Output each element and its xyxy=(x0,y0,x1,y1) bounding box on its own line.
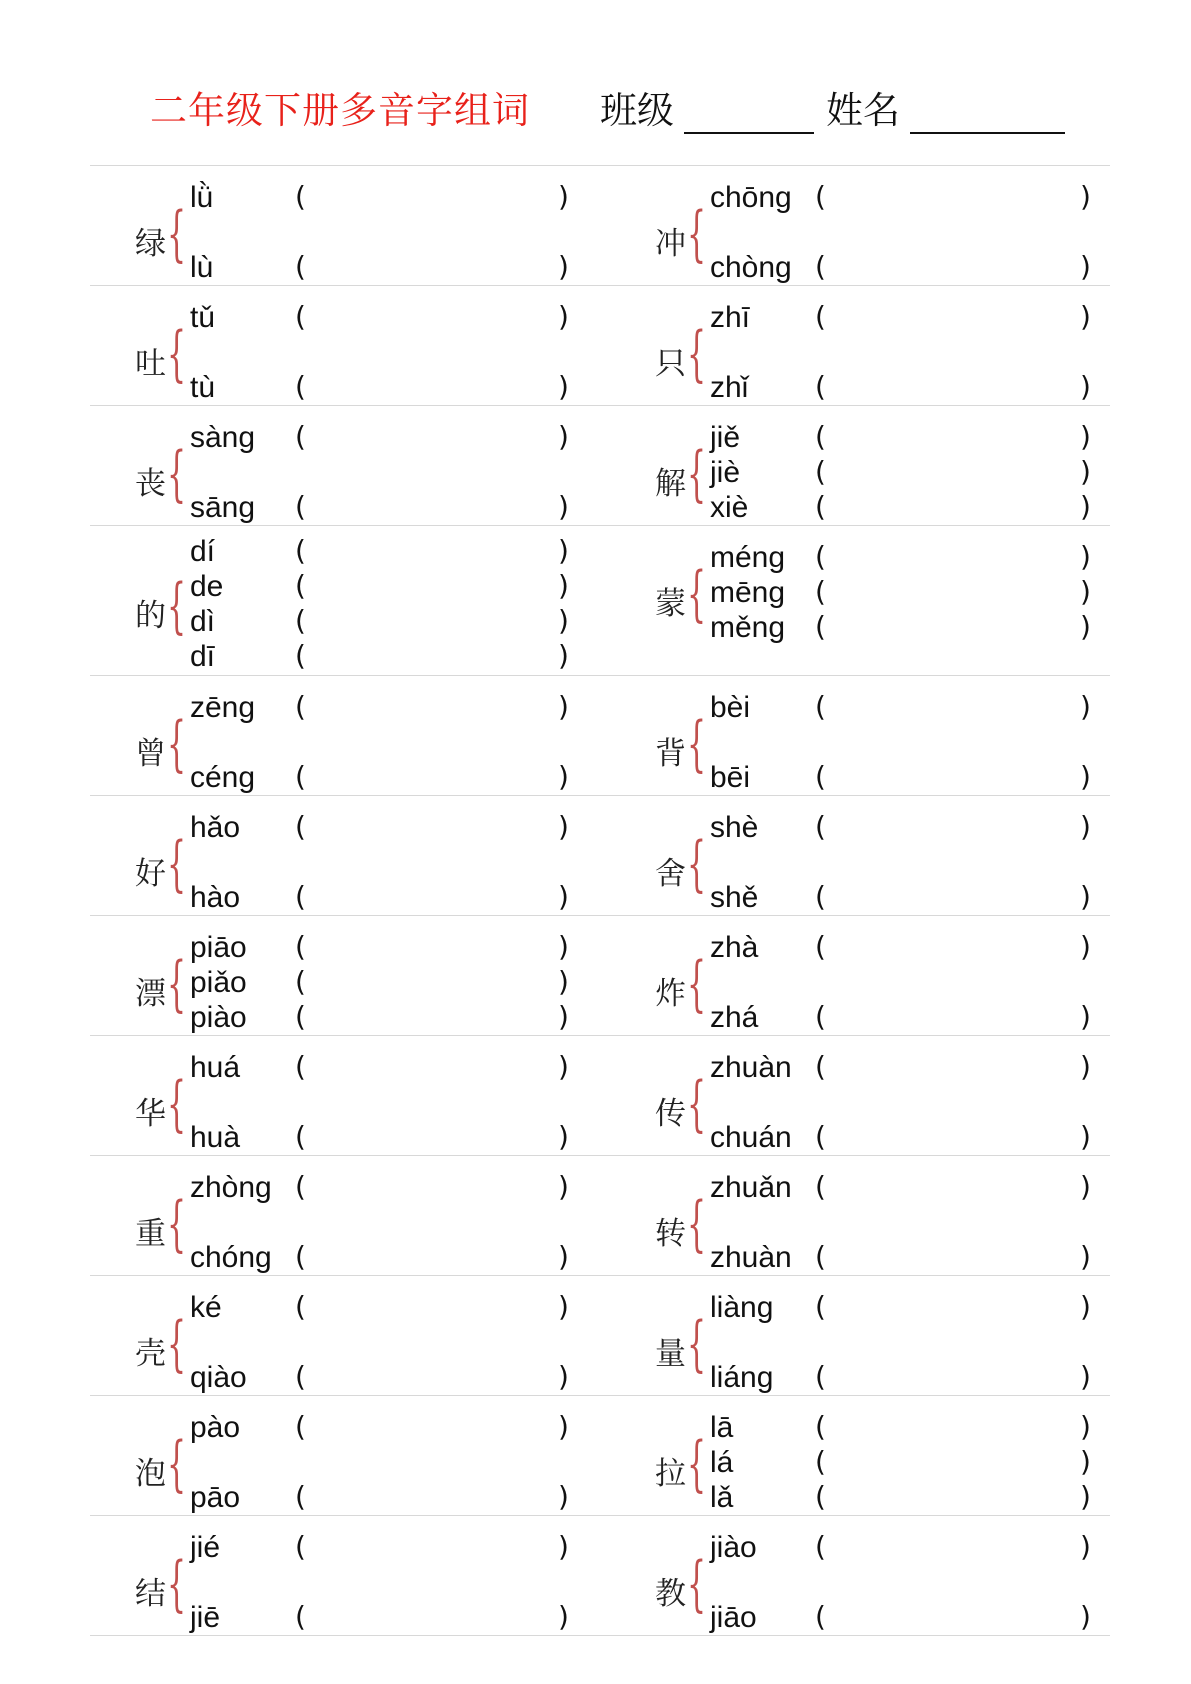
answer-open-paren[interactable]: ( xyxy=(295,300,306,333)
hanzi-character: 壳 xyxy=(135,1336,166,1372)
answer-open-paren[interactable]: ( xyxy=(815,760,826,793)
answer-close-paren: ) xyxy=(1080,250,1091,283)
answer-open-paren[interactable]: ( xyxy=(815,610,826,643)
hanzi-character: 重 xyxy=(135,1216,166,1252)
pinyin-reading: zhī xyxy=(710,301,751,334)
answer-close-paren: ) xyxy=(558,880,569,913)
answer-open-paren[interactable]: ( xyxy=(815,1600,826,1633)
answer-open-paren[interactable]: ( xyxy=(295,1360,306,1393)
answer-open-paren[interactable]: ( xyxy=(815,880,826,913)
hanzi-character: 丧 xyxy=(135,466,166,502)
answer-close-paren: ) xyxy=(558,1480,569,1513)
pinyin-reading: hǎo xyxy=(190,811,241,844)
answer-open-paren[interactable]: ( xyxy=(295,690,306,723)
answer-open-paren[interactable]: ( xyxy=(295,1480,306,1513)
hanzi-character: 传 xyxy=(655,1096,686,1132)
answer-open-paren[interactable]: ( xyxy=(295,250,306,283)
answer-close-paren: ) xyxy=(558,810,569,843)
answer-close-paren: ) xyxy=(1080,1120,1091,1153)
answer-open-paren[interactable]: ( xyxy=(815,540,826,573)
row-divider xyxy=(90,525,1110,526)
row-divider xyxy=(90,1635,1110,1636)
row-divider xyxy=(90,1395,1110,1396)
pinyin-reading: méng xyxy=(710,541,786,574)
hanzi-character: 泡 xyxy=(135,1456,166,1492)
curly-brace-icon: { xyxy=(167,570,187,641)
answer-open-paren[interactable]: ( xyxy=(295,810,306,843)
answer-close-paren: ) xyxy=(1080,1445,1091,1478)
pinyin-reading: chōng xyxy=(710,181,792,214)
hanzi-character: 转 xyxy=(655,1216,686,1252)
answer-close-paren: ) xyxy=(558,1170,569,1203)
answer-open-paren[interactable]: ( xyxy=(295,1120,306,1153)
pinyin-reading: huá xyxy=(190,1051,241,1084)
pinyin-reading: lǜ xyxy=(190,181,214,214)
curly-brace-icon: { xyxy=(167,829,187,899)
answer-close-paren: ) xyxy=(1080,810,1091,843)
answer-open-paren[interactable]: ( xyxy=(815,1445,826,1478)
pinyin-reading: huà xyxy=(190,1121,241,1154)
curly-brace-icon: { xyxy=(167,1429,187,1499)
answer-open-paren[interactable]: ( xyxy=(815,1120,826,1153)
row-divider xyxy=(90,285,1110,286)
hanzi-character: 华 xyxy=(135,1096,166,1132)
answer-close-paren: ) xyxy=(1080,490,1091,523)
pinyin-reading: lǎ xyxy=(710,1481,734,1514)
answer-open-paren[interactable]: ( xyxy=(295,180,306,213)
pinyin-reading: zhuàn xyxy=(710,1051,792,1084)
answer-open-paren[interactable]: ( xyxy=(295,1290,306,1323)
row-divider xyxy=(90,675,1110,676)
answer-close-paren: ) xyxy=(558,1530,569,1563)
hanzi-character: 结 xyxy=(135,1576,166,1612)
pinyin-reading: tù xyxy=(190,371,216,404)
answer-open-paren[interactable]: ( xyxy=(295,420,306,453)
answer-open-paren[interactable]: ( xyxy=(295,534,306,567)
answer-close-paren: ) xyxy=(1080,690,1091,723)
answer-open-paren[interactable]: ( xyxy=(815,1480,826,1513)
answer-open-paren[interactable]: ( xyxy=(815,180,826,213)
hanzi-character: 教 xyxy=(655,1576,686,1612)
curly-brace-icon: { xyxy=(687,1189,707,1259)
pinyin-reading: měng xyxy=(710,611,786,644)
answer-close-paren: ) xyxy=(558,930,569,963)
pinyin-reading: pào xyxy=(190,1411,241,1444)
answer-open-paren[interactable]: ( xyxy=(815,810,826,843)
curly-brace-icon: { xyxy=(687,829,707,899)
answer-open-paren[interactable]: ( xyxy=(815,455,826,488)
answer-close-paren: ) xyxy=(558,490,569,523)
pinyin-reading: céng xyxy=(190,761,256,794)
pinyin-reading: jiào xyxy=(710,1531,757,1564)
answer-close-paren: ) xyxy=(1080,1600,1091,1633)
curly-brace-icon: { xyxy=(167,1549,187,1619)
answer-close-paren: ) xyxy=(1080,370,1091,403)
curly-brace-icon: { xyxy=(167,439,187,509)
answer-close-paren: ) xyxy=(1080,540,1091,573)
pinyin-reading: lá xyxy=(710,1446,734,1479)
pinyin-reading: jiāo xyxy=(710,1601,757,1634)
pinyin-reading: tǔ xyxy=(190,301,216,334)
curly-brace-icon: { xyxy=(687,199,707,269)
answer-open-paren[interactable]: ( xyxy=(295,1410,306,1443)
answer-close-paren: ) xyxy=(558,569,569,602)
pinyin-reading: piāo xyxy=(190,931,247,964)
pinyin-reading: piǎo xyxy=(190,966,247,999)
answer-close-paren: ) xyxy=(1080,1240,1091,1273)
curly-brace-icon: { xyxy=(687,949,707,1019)
curly-brace-icon: { xyxy=(687,1309,707,1379)
curly-brace-icon: { xyxy=(167,1189,187,1259)
answer-close-paren: ) xyxy=(558,1120,569,1153)
hanzi-character: 吐 xyxy=(135,346,166,382)
name-field xyxy=(826,80,1065,134)
answer-close-paren: ) xyxy=(558,250,569,283)
answer-close-paren: ) xyxy=(1080,300,1091,333)
answer-open-paren[interactable]: ( xyxy=(815,575,826,608)
answer-close-paren: ) xyxy=(558,690,569,723)
answer-close-paren: ) xyxy=(1080,575,1091,608)
curly-brace-icon: { xyxy=(687,439,707,509)
answer-close-paren: ) xyxy=(558,180,569,213)
answer-open-paren[interactable]: ( xyxy=(815,370,826,403)
hanzi-character: 量 xyxy=(655,1336,686,1372)
curly-brace-icon: { xyxy=(167,199,187,269)
pinyin-reading: jiē xyxy=(190,1601,221,1634)
answer-close-paren: ) xyxy=(1080,420,1091,453)
hanzi-character: 好 xyxy=(135,856,166,892)
answer-open-paren[interactable]: ( xyxy=(815,690,826,723)
pinyin-reading: ké xyxy=(190,1291,222,1324)
row-divider xyxy=(90,405,1110,406)
answer-open-paren[interactable]: ( xyxy=(815,930,826,963)
worksheet-title: 二年级下册多音字组词 xyxy=(150,89,530,132)
hanzi-character: 解 xyxy=(655,466,686,502)
pinyin-reading: zhǐ xyxy=(710,371,749,404)
answer-close-paren: ) xyxy=(558,1600,569,1633)
hanzi-character: 曾 xyxy=(135,736,166,772)
answer-close-paren: ) xyxy=(558,1290,569,1323)
answer-close-paren: ) xyxy=(558,1050,569,1083)
curly-brace-icon: { xyxy=(687,559,707,629)
row-divider xyxy=(90,795,1110,796)
answer-close-paren: ) xyxy=(1080,930,1091,963)
answer-close-paren: ) xyxy=(558,1240,569,1273)
pinyin-reading: dì xyxy=(190,605,216,638)
answer-open-paren[interactable]: ( xyxy=(295,604,306,637)
curly-brace-icon: { xyxy=(687,319,707,389)
hanzi-character: 绿 xyxy=(135,226,166,262)
pinyin-reading: shě xyxy=(710,881,759,914)
answer-open-paren[interactable]: ( xyxy=(295,1240,306,1273)
answer-open-paren[interactable]: ( xyxy=(815,1290,826,1323)
answer-close-paren: ) xyxy=(558,534,569,567)
curly-brace-icon: { xyxy=(167,1309,187,1379)
curly-brace-icon: { xyxy=(167,319,187,389)
pinyin-reading: zhá xyxy=(710,1001,759,1034)
answer-close-paren: ) xyxy=(1080,1170,1091,1203)
answer-open-paren[interactable]: ( xyxy=(295,639,306,672)
curly-brace-icon: { xyxy=(167,949,187,1019)
hanzi-character: 背 xyxy=(655,736,686,772)
pinyin-reading: hào xyxy=(190,881,241,914)
row-divider xyxy=(90,1515,1110,1516)
pinyin-reading: shè xyxy=(710,811,759,844)
class-blank-line[interactable] xyxy=(684,98,814,134)
hanzi-character: 只 xyxy=(655,346,686,382)
answer-open-paren[interactable]: ( xyxy=(295,1000,306,1033)
name-blank-line[interactable] xyxy=(910,98,1065,134)
answer-close-paren: ) xyxy=(1080,1530,1091,1563)
pinyin-reading: dí xyxy=(190,535,216,568)
pinyin-reading: jié xyxy=(190,1531,221,1564)
class-field xyxy=(600,80,814,134)
answer-close-paren: ) xyxy=(558,604,569,637)
answer-close-paren: ) xyxy=(1080,1480,1091,1513)
pinyin-reading: sāng xyxy=(190,491,256,524)
answer-open-paren[interactable]: ( xyxy=(295,930,306,963)
pinyin-reading: zhà xyxy=(710,931,759,964)
answer-open-paren[interactable]: ( xyxy=(815,1000,826,1033)
answer-close-paren: ) xyxy=(558,1360,569,1393)
answer-open-paren[interactable]: ( xyxy=(815,1410,826,1443)
answer-close-paren: ) xyxy=(558,300,569,333)
answer-open-paren[interactable]: ( xyxy=(295,965,306,998)
row-divider xyxy=(90,1155,1110,1156)
hanzi-character: 炸 xyxy=(655,976,686,1012)
answer-close-paren: ) xyxy=(1080,1050,1091,1083)
class-label: 班级 xyxy=(600,89,674,132)
curly-brace-icon: { xyxy=(167,709,187,779)
pinyin-reading: qiào xyxy=(190,1361,247,1394)
answer-open-paren[interactable]: ( xyxy=(295,1170,306,1203)
answer-open-paren[interactable]: ( xyxy=(815,1170,826,1203)
hanzi-character: 冲 xyxy=(655,226,686,262)
curly-brace-icon: { xyxy=(687,709,707,779)
row-divider xyxy=(90,165,1110,166)
pinyin-reading: zēng xyxy=(190,691,256,724)
answer-open-paren[interactable]: ( xyxy=(815,1530,826,1563)
pinyin-reading: dī xyxy=(190,640,216,673)
pinyin-reading: zhòng xyxy=(190,1171,272,1204)
answer-close-paren: ) xyxy=(1080,1410,1091,1443)
curly-brace-icon: { xyxy=(167,1069,187,1139)
answer-open-paren[interactable]: ( xyxy=(295,760,306,793)
answer-open-paren[interactable]: ( xyxy=(295,370,306,403)
row-divider xyxy=(90,1275,1110,1276)
answer-close-paren: ) xyxy=(1080,1000,1091,1033)
pinyin-reading: liáng xyxy=(710,1361,774,1394)
hanzi-character: 拉 xyxy=(655,1456,686,1492)
pinyin-reading: jiè xyxy=(710,456,741,489)
pinyin-reading: piào xyxy=(190,1001,247,1034)
pinyin-reading: jiě xyxy=(710,421,741,454)
pinyin-reading: lù xyxy=(190,251,214,284)
answer-close-paren: ) xyxy=(1080,610,1091,643)
answer-open-paren[interactable]: ( xyxy=(295,1530,306,1563)
hanzi-character: 蒙 xyxy=(655,586,686,622)
pinyin-reading: de xyxy=(190,570,224,603)
curly-brace-icon: { xyxy=(687,1069,707,1139)
polyphone-table xyxy=(90,165,1110,1634)
pinyin-reading: zhuàn xyxy=(710,1241,792,1274)
pinyin-reading: chòng xyxy=(710,251,792,284)
answer-open-paren[interactable]: ( xyxy=(815,1360,826,1393)
worksheet-header xyxy=(0,0,1191,160)
answer-close-paren: ) xyxy=(558,1410,569,1443)
answer-open-paren[interactable]: ( xyxy=(815,250,826,283)
answer-close-paren: ) xyxy=(1080,455,1091,488)
pinyin-reading: zhuǎn xyxy=(710,1171,792,1204)
curly-brace-icon: { xyxy=(687,1429,707,1499)
pinyin-reading: bēi xyxy=(710,761,751,794)
row-divider xyxy=(90,915,1110,916)
pinyin-reading: sàng xyxy=(190,421,256,454)
curly-brace-icon: { xyxy=(687,1549,707,1619)
answer-close-paren: ) xyxy=(1080,180,1091,213)
answer-close-paren: ) xyxy=(558,965,569,998)
answer-close-paren: ) xyxy=(1080,760,1091,793)
pinyin-reading: lā xyxy=(710,1411,734,1444)
answer-open-paren[interactable]: ( xyxy=(295,1050,306,1083)
answer-open-paren[interactable]: ( xyxy=(295,569,306,602)
answer-close-paren: ) xyxy=(558,420,569,453)
answer-open-paren[interactable]: ( xyxy=(815,1050,826,1083)
answer-open-paren[interactable]: ( xyxy=(815,490,826,523)
answer-open-paren[interactable]: ( xyxy=(815,420,826,453)
answer-open-paren[interactable]: ( xyxy=(295,880,306,913)
answer-open-paren[interactable]: ( xyxy=(295,490,306,523)
answer-close-paren: ) xyxy=(1080,880,1091,913)
pinyin-reading: pāo xyxy=(190,1481,241,1514)
answer-open-paren[interactable]: ( xyxy=(815,300,826,333)
pinyin-reading: chuán xyxy=(710,1121,792,1154)
answer-open-paren[interactable]: ( xyxy=(815,1240,826,1273)
hanzi-character: 舍 xyxy=(655,856,686,892)
pinyin-reading: chóng xyxy=(190,1241,272,1274)
hanzi-character: 漂 xyxy=(135,976,166,1012)
name-label: 姓名 xyxy=(826,89,900,132)
hanzi-character: 的 xyxy=(135,597,166,634)
answer-close-paren: ) xyxy=(558,370,569,403)
answer-close-paren: ) xyxy=(558,760,569,793)
answer-close-paren: ) xyxy=(1080,1290,1091,1323)
pinyin-reading: xiè xyxy=(710,491,749,524)
pinyin-reading: mēng xyxy=(710,576,786,609)
answer-close-paren: ) xyxy=(558,639,569,672)
row-divider xyxy=(90,1035,1110,1036)
answer-close-paren: ) xyxy=(558,1000,569,1033)
pinyin-reading: bèi xyxy=(710,691,751,724)
answer-open-paren[interactable]: ( xyxy=(295,1600,306,1633)
pinyin-reading: liàng xyxy=(710,1291,774,1324)
answer-close-paren: ) xyxy=(1080,1360,1091,1393)
